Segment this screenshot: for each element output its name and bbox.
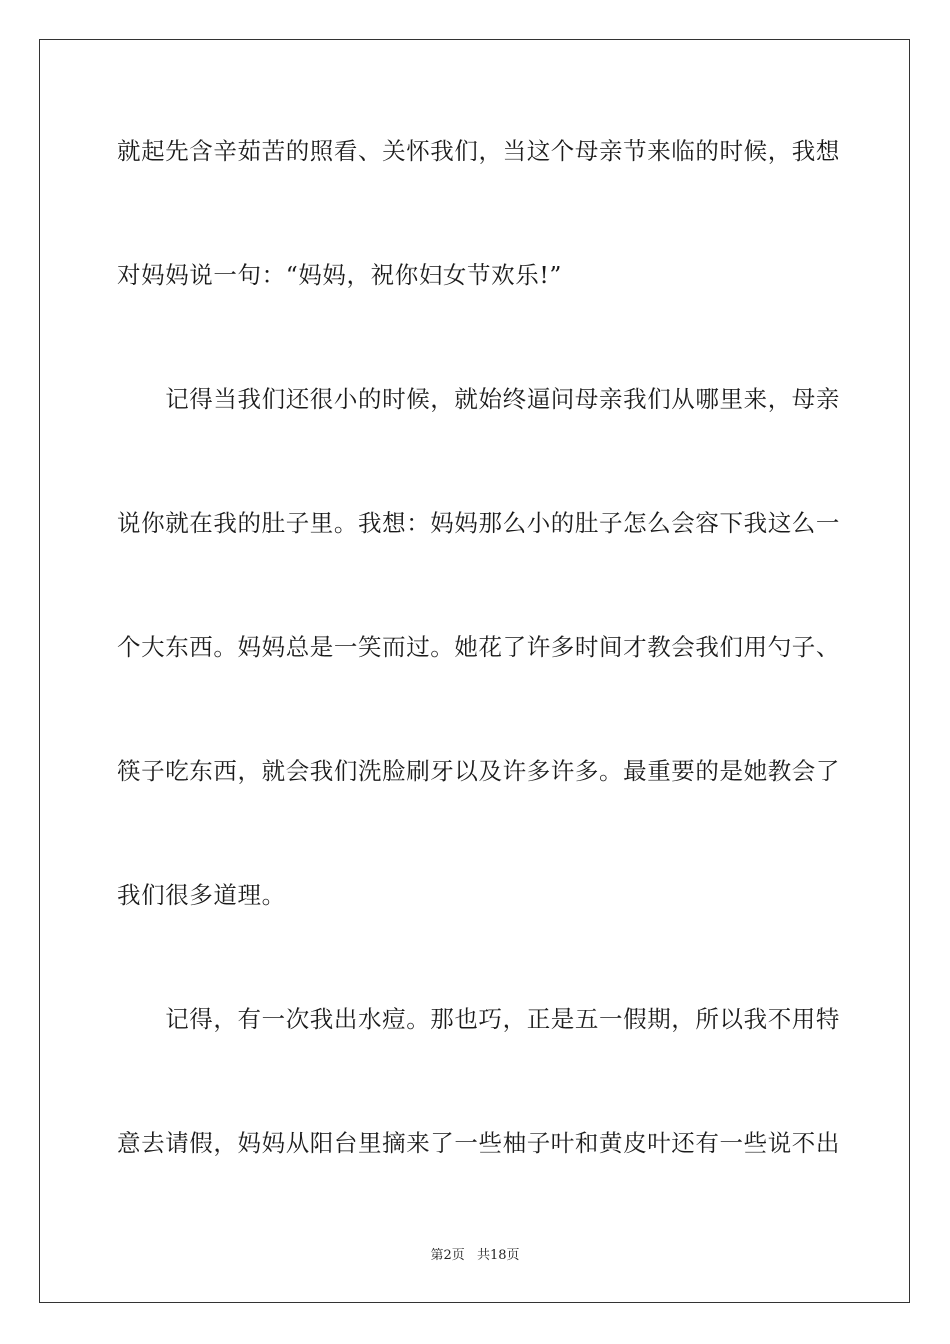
page-border bbox=[39, 39, 910, 1303]
text-line: 说你就在我的肚子里。我想：妈妈那么小的肚子怎么会容下我这么一 bbox=[117, 509, 840, 537]
text-line: 记得，有一次我出水痘。那也巧，正是五一假期，所以我不用特 bbox=[117, 1005, 840, 1033]
page-footer bbox=[0, 1247, 950, 1265]
page-number: 第2页 bbox=[430, 1248, 465, 1263]
text-line: 筷子吃东西，就会我们洗脸刷牙以及许多许多。最重要的是她教会了 bbox=[117, 757, 840, 785]
text-line: 个大东西。妈妈总是一笑而过。她花了许多时间才教会我们用勺子、 bbox=[117, 633, 840, 661]
text-line: 记得当我们还很小的时候，就始终逼问母亲我们从哪里来，母亲 bbox=[117, 385, 840, 413]
text-line: 意去请假，妈妈从阳台里摘来了一些柚子叶和黄皮叶还有一些说不出 bbox=[117, 1129, 840, 1157]
text-line: 对妈妈说一句：“妈妈，祝你妇女节欢乐!” bbox=[117, 261, 562, 289]
text-line: 我们很多道理。 bbox=[117, 881, 286, 909]
page-total: 共18页 bbox=[476, 1248, 520, 1263]
text-line: 就起先含辛茹苦的照看、关怀我们，当这个母亲节来临的时候，我想 bbox=[117, 137, 840, 165]
